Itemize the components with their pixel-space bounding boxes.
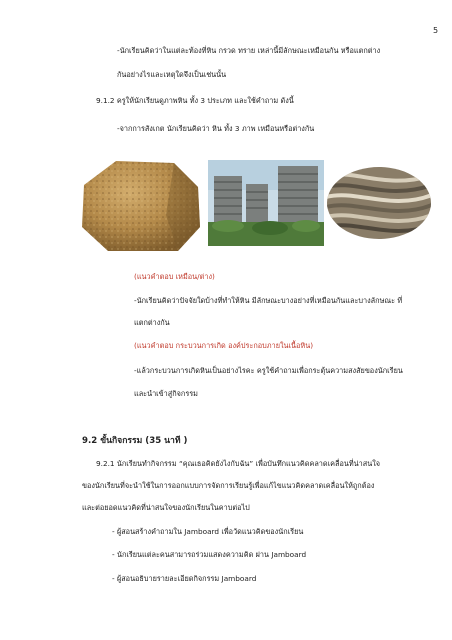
bullet-item: - นักเรียนแต่ละคนสามารถร่วมแสดงความคิด ผ่าน Jamboard [112, 550, 307, 559]
activity-text: และต่อยอดแนวคิดที่น่าสนใจของนักเรียนในคาบต่อไป [82, 503, 250, 512]
rock-formation-photo [208, 160, 324, 246]
question-text: -นักเรียนคิดว่าในแต่ละท้องที่หิน กรวด ทราย เหล่านี้มีลักษณะเหมือนกัน หรือแตกต่าง [117, 46, 381, 55]
question-text: -จากการสังเกต นักเรียนคิดว่า หิน ทั้ง 3 ภาพ เหมือนหรือต่างกัน [117, 124, 315, 133]
question-text: กันอย่างไรและเหตุใดจึงเป็นเช่นนั้น [117, 70, 227, 79]
question-text: -นักเรียนคิดว่าปัจจัยใดบ้างที่ทำให้หิน มีลักษณะบางอย่างที่เหมือนกันและบางลักษณะ ที่ [134, 296, 403, 305]
bullet-item: - ผู้สอนสร้างคำถามใน Jamboard เพื่อวัดแนวคิดของนักเรียน [112, 527, 304, 536]
answer-hint: (แนวคำตอบ กระบวนการเกิด องค์ประกอบภายในเนื้อหิน) [134, 341, 314, 350]
section-heading: 9.2 ขั้นกิจกรรม (35 นาที ) [82, 436, 188, 446]
question-text: แตกต่างกัน [134, 318, 170, 327]
activity-text: 9.2.1 นักเรียนทำกิจกรรม “คุณเธอคิดยังไงกับฉัน” เพื่อบันทึกแนวคิดคลาดเคลื่อนที่น่าสนใจ [96, 459, 381, 468]
page-number: 5 [433, 26, 439, 35]
question-text: -แล้วกระบวนการเกิดหินเป็นอย่างไรคะ ครูใช้คำถามเพื่อกระตุ้นความสงสัยของนักเรียน [134, 366, 403, 375]
bullet-item: - ผู้สอนอธิบายรายละเอียดกิจกรรม Jamboard [112, 574, 257, 583]
question-text: และนำเข้าสู่กิจกรรม [134, 389, 198, 398]
instruction-text: 9.1.2 ครูให้นักเรียนดูภาพหิน ทั้ง 3 ประเภท และใช้คำถาม ดังนี้ [96, 96, 294, 105]
answer-hint: (แนวคำตอบ เหมือน/ต่าง) [134, 272, 215, 281]
banded-rock-photo [326, 163, 432, 241]
rock-photo-1 [78, 155, 204, 254]
activity-text: ของนักเรียนที่จะนำใช้ในการออกแบบการจัดการเรียนรู้เพื่อแก้ไขแนวคิดคลาดเคลื่อนให้ถูกต้อง [82, 481, 375, 490]
